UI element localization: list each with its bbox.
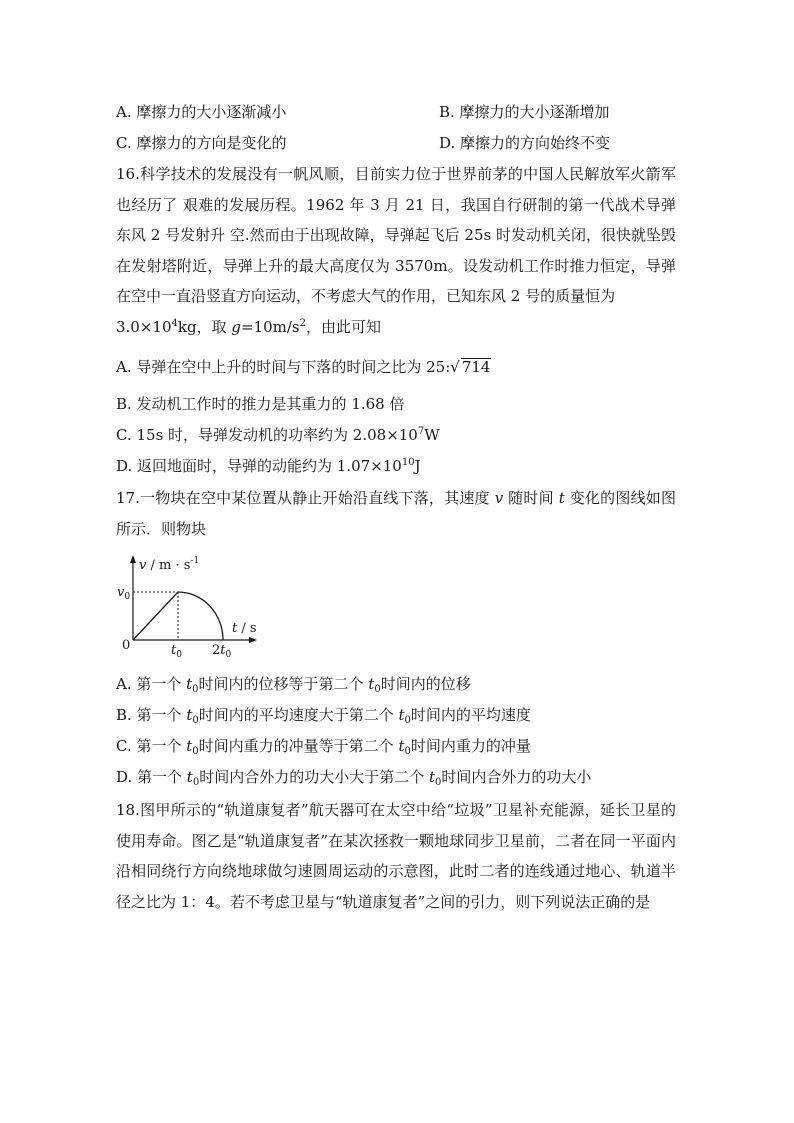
- q16-mass: $3.0\times 10^4kg$，取 $g=10m/s^2$，由此可知: [116, 317, 381, 336]
- sqrt-radicand: 714: [461, 358, 491, 376]
- q16-option-d: D. 返回地面时，导弹的动能约为 $1.07\times 10^{10}J$: [116, 457, 421, 475]
- origin-label: 0: [122, 638, 131, 653]
- q15-option-d: D. 摩擦力的方向始终不变: [439, 134, 611, 152]
- velocity-time-graph: [112, 552, 272, 660]
- q17-option-a: A. 第一个 $t_0$时间内的位移等于第二个 $t_0$时间内的位移: [116, 675, 471, 695]
- q17-option-c: C. 第一个 $t_0$时间内重力的冲量等于第二个 $t_0$时间内重力的冲量: [116, 737, 531, 757]
- y-axis-arrow: [130, 555, 136, 563]
- q15-option-a: A. 摩擦力的大小逐渐减小: [116, 103, 287, 121]
- deceleration-arc: [178, 592, 223, 640]
- y-axis-label: $v / m \cdot s^{-1}$: [139, 556, 200, 573]
- q17-option-d: D. 第一个 $t_0$时间内合外力的功大小大于第二个 $t_0$时间内合外力的功大小: [116, 768, 592, 788]
- q16-option-c: C. 15s 时，导弹发动机的功率约为 $2.08\times 10^7W$: [116, 426, 440, 444]
- x-axis-label: t / s: [232, 621, 257, 636]
- q16-option-b: B. 发动机工作时的推力是其重力的 1.68 倍: [116, 395, 405, 413]
- sqrt-symbol: √: [450, 358, 460, 376]
- v0-label: $v_0$: [117, 585, 131, 602]
- q16-stem: [116, 159, 676, 342]
- q16-option-a: A. 导弹在空中上升的时间与下落的时间之比为 25:√ 714: [116, 358, 491, 376]
- q15-option-b: B. 摩擦力的大小逐渐增加: [439, 103, 610, 121]
- q16-stem-text: 16.科学技术的发展没有一帆风顺，目前实力位于世界前茅的中国人民解放军火箭军也经历了 艰难的发展历程。1962 年 3 月 21 日，我国自行研制的第一代战术导弹东风 2 号发射升 空.然而由于出现故障，导弹起飞后 25s 时发动机关闭，很快就坠毁在发射塔附近，导弹上升的最大高度仅为 3570m。设发动机工作时推力恒定，导弹在空中一直沿竖直方向运动，不考虑大气的作用，已知东风 2 号的质量恒为: [116, 165, 676, 305]
- t0-tick-label: $t_0$: [171, 643, 182, 660]
- q17-stem: 17.一物块在空中某位置从静止开始沿直线下落，其速度 v 随时间 t 变化的图线如图所示．则物块: [116, 489, 676, 538]
- q15-option-c: C. 摩擦力的方向是变化的: [116, 134, 287, 152]
- x-axis-arrow: [249, 637, 257, 643]
- q17-option-b: B. 第一个 $t_0$时间内的平均速度大于第二个 $t_0$时间内的平均速度: [116, 706, 531, 726]
- q18-stem: 18.图甲所示的“轨道康复者”航天器可在太空中给“垃圾”卫星补充能源，延长卫星的使用寿命。图乙是“轨道康复者”在某次拯救一颗地球同步卫星前，二者在同一平面内沿相同绕行方向绕地球做匀速圆周运动的示意图，此时二者的连线通过地心、轨道半径之比为 1：4。若不考虑卫星与“轨道康复者”之间的引力，则下列说法正确的是: [116, 801, 676, 911]
- acceleration-segment: [133, 592, 178, 640]
- 2t0-tick-label: $2t_0$: [212, 643, 232, 660]
